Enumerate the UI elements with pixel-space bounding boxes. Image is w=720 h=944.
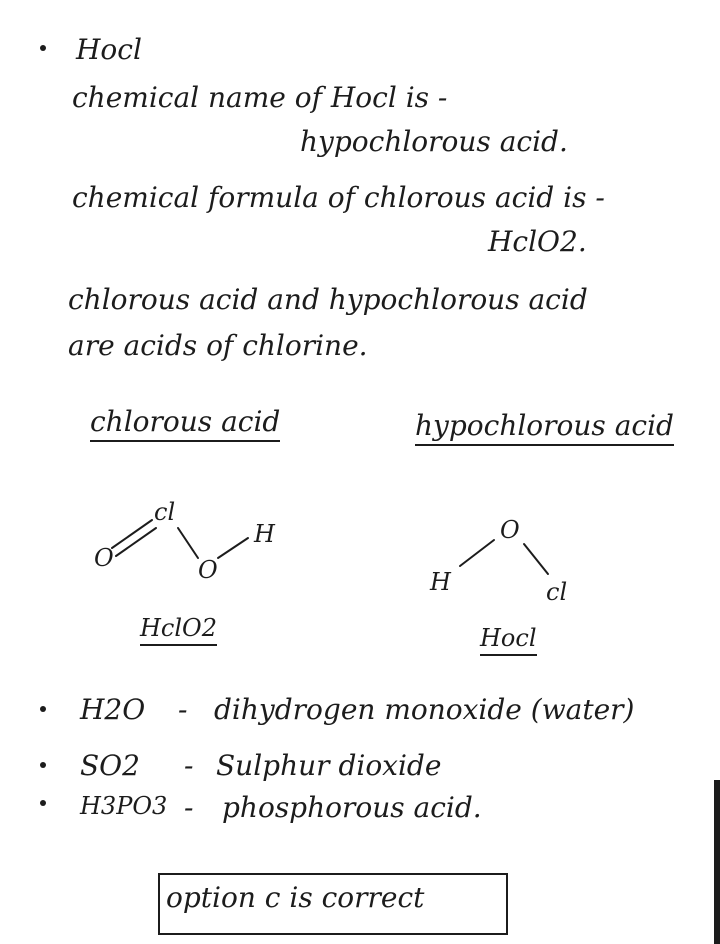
h-o-bond bbox=[460, 540, 494, 566]
atom-cl: cl bbox=[154, 498, 176, 526]
chemical-name-line: chemical name of Hocl is - bbox=[72, 81, 448, 114]
acids-line-2: are acids of chlorine. bbox=[68, 329, 368, 362]
list-dash-2: - bbox=[184, 749, 194, 782]
bullet-item-2 bbox=[40, 762, 46, 768]
o-cl-bond bbox=[524, 544, 548, 574]
bullet-item-3 bbox=[40, 800, 46, 806]
atom-o-single: O bbox=[198, 556, 218, 584]
list-formula-2: SO2 bbox=[80, 749, 140, 782]
answer-text: option c is correct bbox=[166, 881, 425, 914]
list-formula-1: H2O bbox=[80, 693, 146, 726]
bullet-item-1 bbox=[40, 706, 46, 712]
atom-h: H bbox=[430, 568, 451, 596]
right-structure-title: hypochlorous acid bbox=[415, 412, 674, 446]
scan-edge-mark bbox=[714, 780, 720, 944]
atom-o: O bbox=[500, 516, 520, 544]
o-h-bond bbox=[218, 538, 248, 558]
list-dash-3: - bbox=[184, 791, 194, 824]
atom-cl: cl bbox=[546, 578, 568, 606]
chemical-name-answer: hypochlorous acid. bbox=[300, 125, 568, 158]
bullet-heading bbox=[40, 45, 46, 51]
atom-h: H bbox=[254, 520, 275, 548]
list-dash-1: - bbox=[178, 693, 188, 726]
atom-o-double: O bbox=[94, 544, 114, 572]
left-formula: HclO2 bbox=[140, 616, 217, 646]
list-name-1: dihydrogen monoxide (water) bbox=[214, 693, 635, 726]
list-name-2: Sulphur dioxide bbox=[216, 749, 442, 782]
left-structure-title: chlorous acid bbox=[90, 408, 280, 442]
heading-text: Hocl bbox=[76, 33, 142, 66]
hypochlorous-acid-structure bbox=[420, 508, 620, 608]
chemical-formula-answer: HclO2. bbox=[488, 225, 587, 258]
list-formula-3: H3PO3 bbox=[80, 792, 168, 820]
cl-o-bond bbox=[178, 528, 198, 558]
chlorous-acid-structure bbox=[90, 500, 290, 600]
list-name-3: phosphorous acid. bbox=[222, 791, 482, 824]
chemical-formula-line: chemical formula of chlorous acid is - bbox=[72, 181, 605, 214]
acids-line-1: chlorous acid and hypochlorous acid bbox=[68, 283, 588, 316]
right-formula: Hocl bbox=[480, 626, 537, 656]
